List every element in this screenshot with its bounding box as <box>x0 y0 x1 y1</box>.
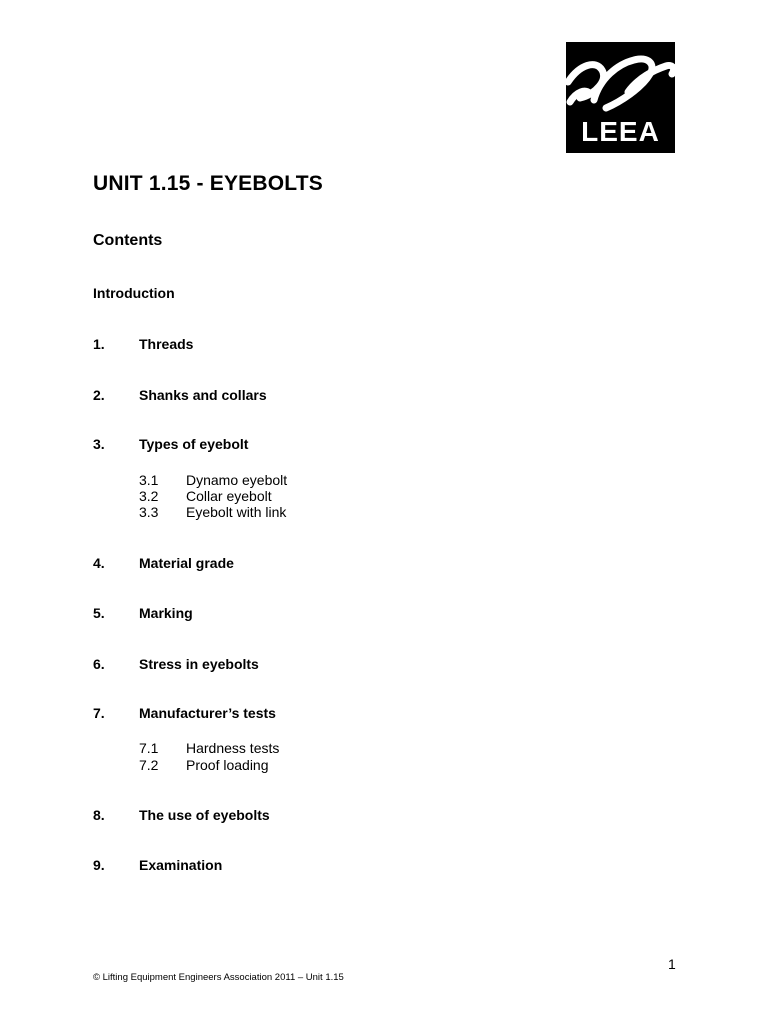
toc-number: 2. <box>93 387 105 403</box>
toc-label: Marking <box>139 605 193 621</box>
toc-number: 9. <box>93 857 105 873</box>
toc-sublabel: Collar eyebolt <box>186 488 272 504</box>
toc-sublabel: Dynamo eyebolt <box>186 472 288 488</box>
toc-number: 4. <box>93 555 105 571</box>
toc-number: 8. <box>93 807 105 823</box>
toc-label: The use of eyebolts <box>139 807 270 823</box>
toc-label: Material grade <box>139 555 234 571</box>
toc-subnumber: 7.2 <box>139 757 159 773</box>
toc-number: 7. <box>93 705 105 721</box>
toc-subnumber: 7.1 <box>139 740 159 756</box>
footer-copyright: © Lifting Equipment Engineers Association 2011 – Unit 1.15 <box>93 972 344 983</box>
toc-number: 1. <box>93 336 105 352</box>
toc-sublabel: Eyebolt with link <box>186 504 287 520</box>
toc-label: Threads <box>139 336 194 352</box>
toc-sublabel: Proof loading <box>186 757 269 773</box>
toc-label: Types of eyebolt <box>139 436 249 452</box>
contents-heading: Contents <box>93 232 163 249</box>
page-title: UNIT 1.15 - EYEBOLTS <box>93 172 323 195</box>
toc-sublabel: Hardness tests <box>186 740 280 756</box>
logo-text: LEEA <box>581 116 660 147</box>
toc-subnumber: 3.1 <box>139 472 159 488</box>
toc-label: Examination <box>139 857 223 873</box>
toc-label: Manufacturer’s tests <box>139 705 276 721</box>
toc-label: Stress in eyebolts <box>139 656 259 672</box>
page-number: 1 <box>668 956 676 972</box>
toc-subnumber: 3.2 <box>139 488 159 504</box>
toc-number: 5. <box>93 605 105 621</box>
toc-label: Shanks and collars <box>139 387 267 403</box>
toc-number: 3. <box>93 436 105 452</box>
leea-logo <box>566 42 675 153</box>
toc-item-introduction: Introduction <box>93 285 175 301</box>
toc-subnumber: 3.3 <box>139 504 159 520</box>
toc-number: 6. <box>93 656 105 672</box>
